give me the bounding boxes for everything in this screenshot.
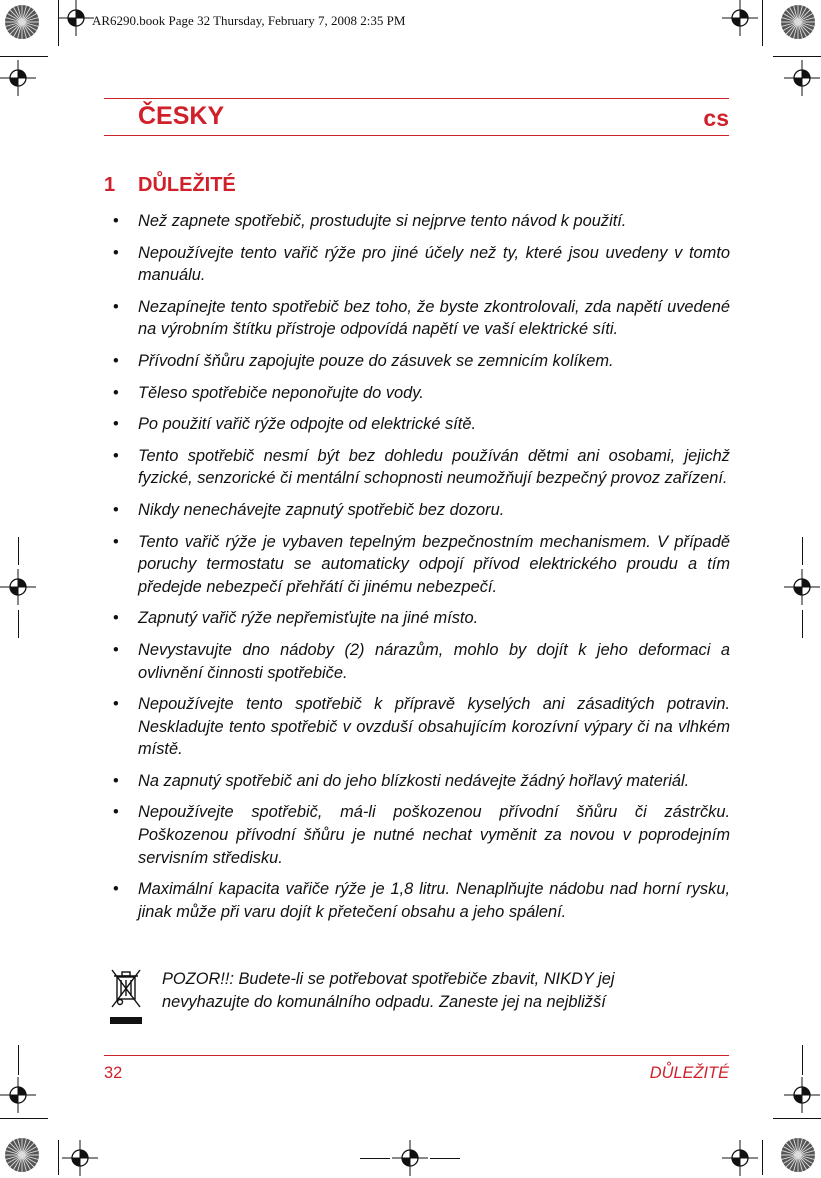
bullet-icon: • [113, 415, 119, 434]
crosshair-icon [60, 1138, 100, 1178]
list-item [113, 296, 730, 341]
crosshair-icon [0, 567, 38, 607]
safety-instructions-list [113, 210, 730, 932]
bullet-icon: • [113, 297, 119, 316]
list-item [113, 607, 730, 630]
crop-line [58, 0, 59, 46]
list-item [113, 801, 730, 869]
starburst-icon [4, 1137, 40, 1173]
bullet-icon: • [113, 609, 119, 628]
list-item [113, 499, 730, 522]
list-item-text: Zapnutý vařič rýže nepřemisťujte na jiné místo. [138, 609, 479, 628]
list-item [113, 242, 730, 287]
list-item-text: Nikdy nenechávejte zapnutý spotřebič bez dozoru. [138, 500, 505, 519]
list-item-text: Přívodní šňůru zapojujte pouze do zásuvek se zemnicím kolíkem. [138, 351, 614, 370]
bullet-icon: • [113, 695, 119, 714]
crop-line [0, 56, 48, 57]
list-item [113, 770, 730, 793]
list-item [113, 350, 730, 373]
crop-line [762, 0, 763, 46]
crop-line [18, 1045, 19, 1075]
list-item [113, 413, 730, 436]
header-language-code: cs [703, 105, 729, 131]
header-top-rule [104, 98, 729, 99]
crosshair-icon [720, 0, 760, 38]
crosshair-icon [782, 58, 821, 98]
crop-line [802, 610, 803, 638]
header-bottom-rule [104, 135, 729, 136]
crop-line [18, 537, 19, 565]
footer-section-title: DŮLEŽITÉ [649, 1064, 729, 1082]
crosshair-icon [390, 1138, 430, 1178]
crop-line [0, 1118, 48, 1119]
crop-line [430, 1158, 460, 1159]
crop-line [58, 1140, 59, 1175]
crosshair-icon [782, 1075, 821, 1115]
crop-line [802, 537, 803, 565]
list-item-text: Po použití vařič rýže odpojte od elektrické sítě. [138, 415, 476, 434]
list-item [113, 210, 730, 233]
list-item-text: Nevystavujte dno nádoby (2) nárazům, mohlo by dojít k jeho deformaci a ovlivnění činnosti spotřebiče. [138, 640, 730, 682]
list-item [113, 382, 730, 405]
list-item-text: Nepoužívejte spotřebič, má-li poškozenou přívodní šňůru či zástrčku. Poškozenou přívodní šňůru je nutné nechat vyměnit za novou v poprodejním servisním středisku. [138, 803, 730, 867]
crop-line [18, 610, 19, 638]
list-item [113, 639, 730, 684]
list-item [113, 445, 730, 490]
starburst-icon [780, 1137, 816, 1173]
list-item-text: Než zapnete spotřebič, prostudujte si nejprve tento návod k použití. [138, 212, 627, 230]
bullet-icon: • [113, 803, 119, 822]
crop-line [802, 1045, 803, 1075]
crosshair-icon [720, 1138, 760, 1178]
footer-rule [104, 1055, 729, 1056]
bullet-icon: • [113, 640, 119, 659]
bullet-icon: • [113, 500, 119, 519]
list-item-text: Tento vařič rýže je vybaven tepelným bezpečnostním mechanismem. V případě poruchy termostatu se automaticky odpojí přívod elektrického proudu a tím předejde nebezpečí přehřátí či jinému nebezpečí. [138, 532, 730, 596]
bullet-icon: • [113, 880, 119, 899]
section-number: 1 [104, 174, 116, 196]
starburst-icon [780, 4, 816, 40]
print-info: AR6290.book Page 32 Thursday, February 7, 2008 2:35 PM [92, 13, 406, 28]
disposal-notice: POZOR!!: Budete-li se potřebovat spotřebiče zbavit, NIKDY jej nevyhazujte do komunálního odpadu. Zaneste jej na nejbližší [162, 970, 615, 1011]
crop-line [773, 56, 821, 57]
crosshair-icon [56, 0, 96, 38]
bullet-icon: • [113, 446, 119, 465]
bullet-icon: • [113, 212, 119, 230]
crossed-bin-icon [106, 967, 146, 1027]
list-item [113, 531, 730, 599]
bullet-icon: • [113, 351, 119, 370]
crop-line [360, 1158, 390, 1159]
bullet-icon: • [113, 771, 119, 790]
crosshair-icon [0, 1075, 38, 1115]
page-number: 32 [104, 1064, 123, 1082]
list-item-text: Těleso spotřebiče neponořujte do vody. [138, 383, 424, 402]
list-item-text: Maximální kapacita vařiče rýže je 1,8 litru. Nenaplňujte nádobu nad horní rysku, jinak může při varu dojít k přetečení obsahu a jeho spálení. [138, 880, 730, 921]
list-item-text: Na zapnutý spotřebič ani do jeho blízkosti nedávejte žádný hořlavý materiál. [138, 771, 690, 790]
list-item [113, 878, 730, 923]
starburst-icon [4, 4, 40, 40]
list-item [113, 693, 730, 761]
list-item-text: Nepoužívejte tento spotřebič k přípravě kyselých ani zásaditých potravin. Neskladujte tento spotřebič v ovzduší obsahujícím korozívní výpary či na vlhkém místě. [138, 695, 730, 759]
bullet-icon: • [113, 243, 119, 262]
crosshair-icon [782, 567, 821, 607]
section-title: DŮLEŽITÉ [138, 174, 236, 196]
crop-line [762, 1140, 763, 1175]
header-language: ČESKY [138, 102, 225, 130]
list-item-text: Nepoužívejte tento vařič rýže pro jiné účely než ty, které jsou uvedeny v tomto manuálu. [138, 243, 730, 285]
list-item-text: Tento spotřebič nesmí být bez dohledu používán dětmi ani osobami, jejichž fyzické, senzorické či mentální schopnosti neumožňují bezpečný provoz zařízení. [138, 446, 730, 488]
crosshair-icon [0, 58, 38, 98]
bullet-icon: • [113, 383, 119, 402]
bullet-icon: • [113, 532, 119, 551]
list-item-text: Nezapínejte tento spotřebič bez toho, že byste zkontrolovali, zda napětí uvedené na výrobním štítku přístroje odpovídá napětí ve vaší elektrické síti. [138, 297, 730, 339]
crop-line [773, 1118, 821, 1119]
